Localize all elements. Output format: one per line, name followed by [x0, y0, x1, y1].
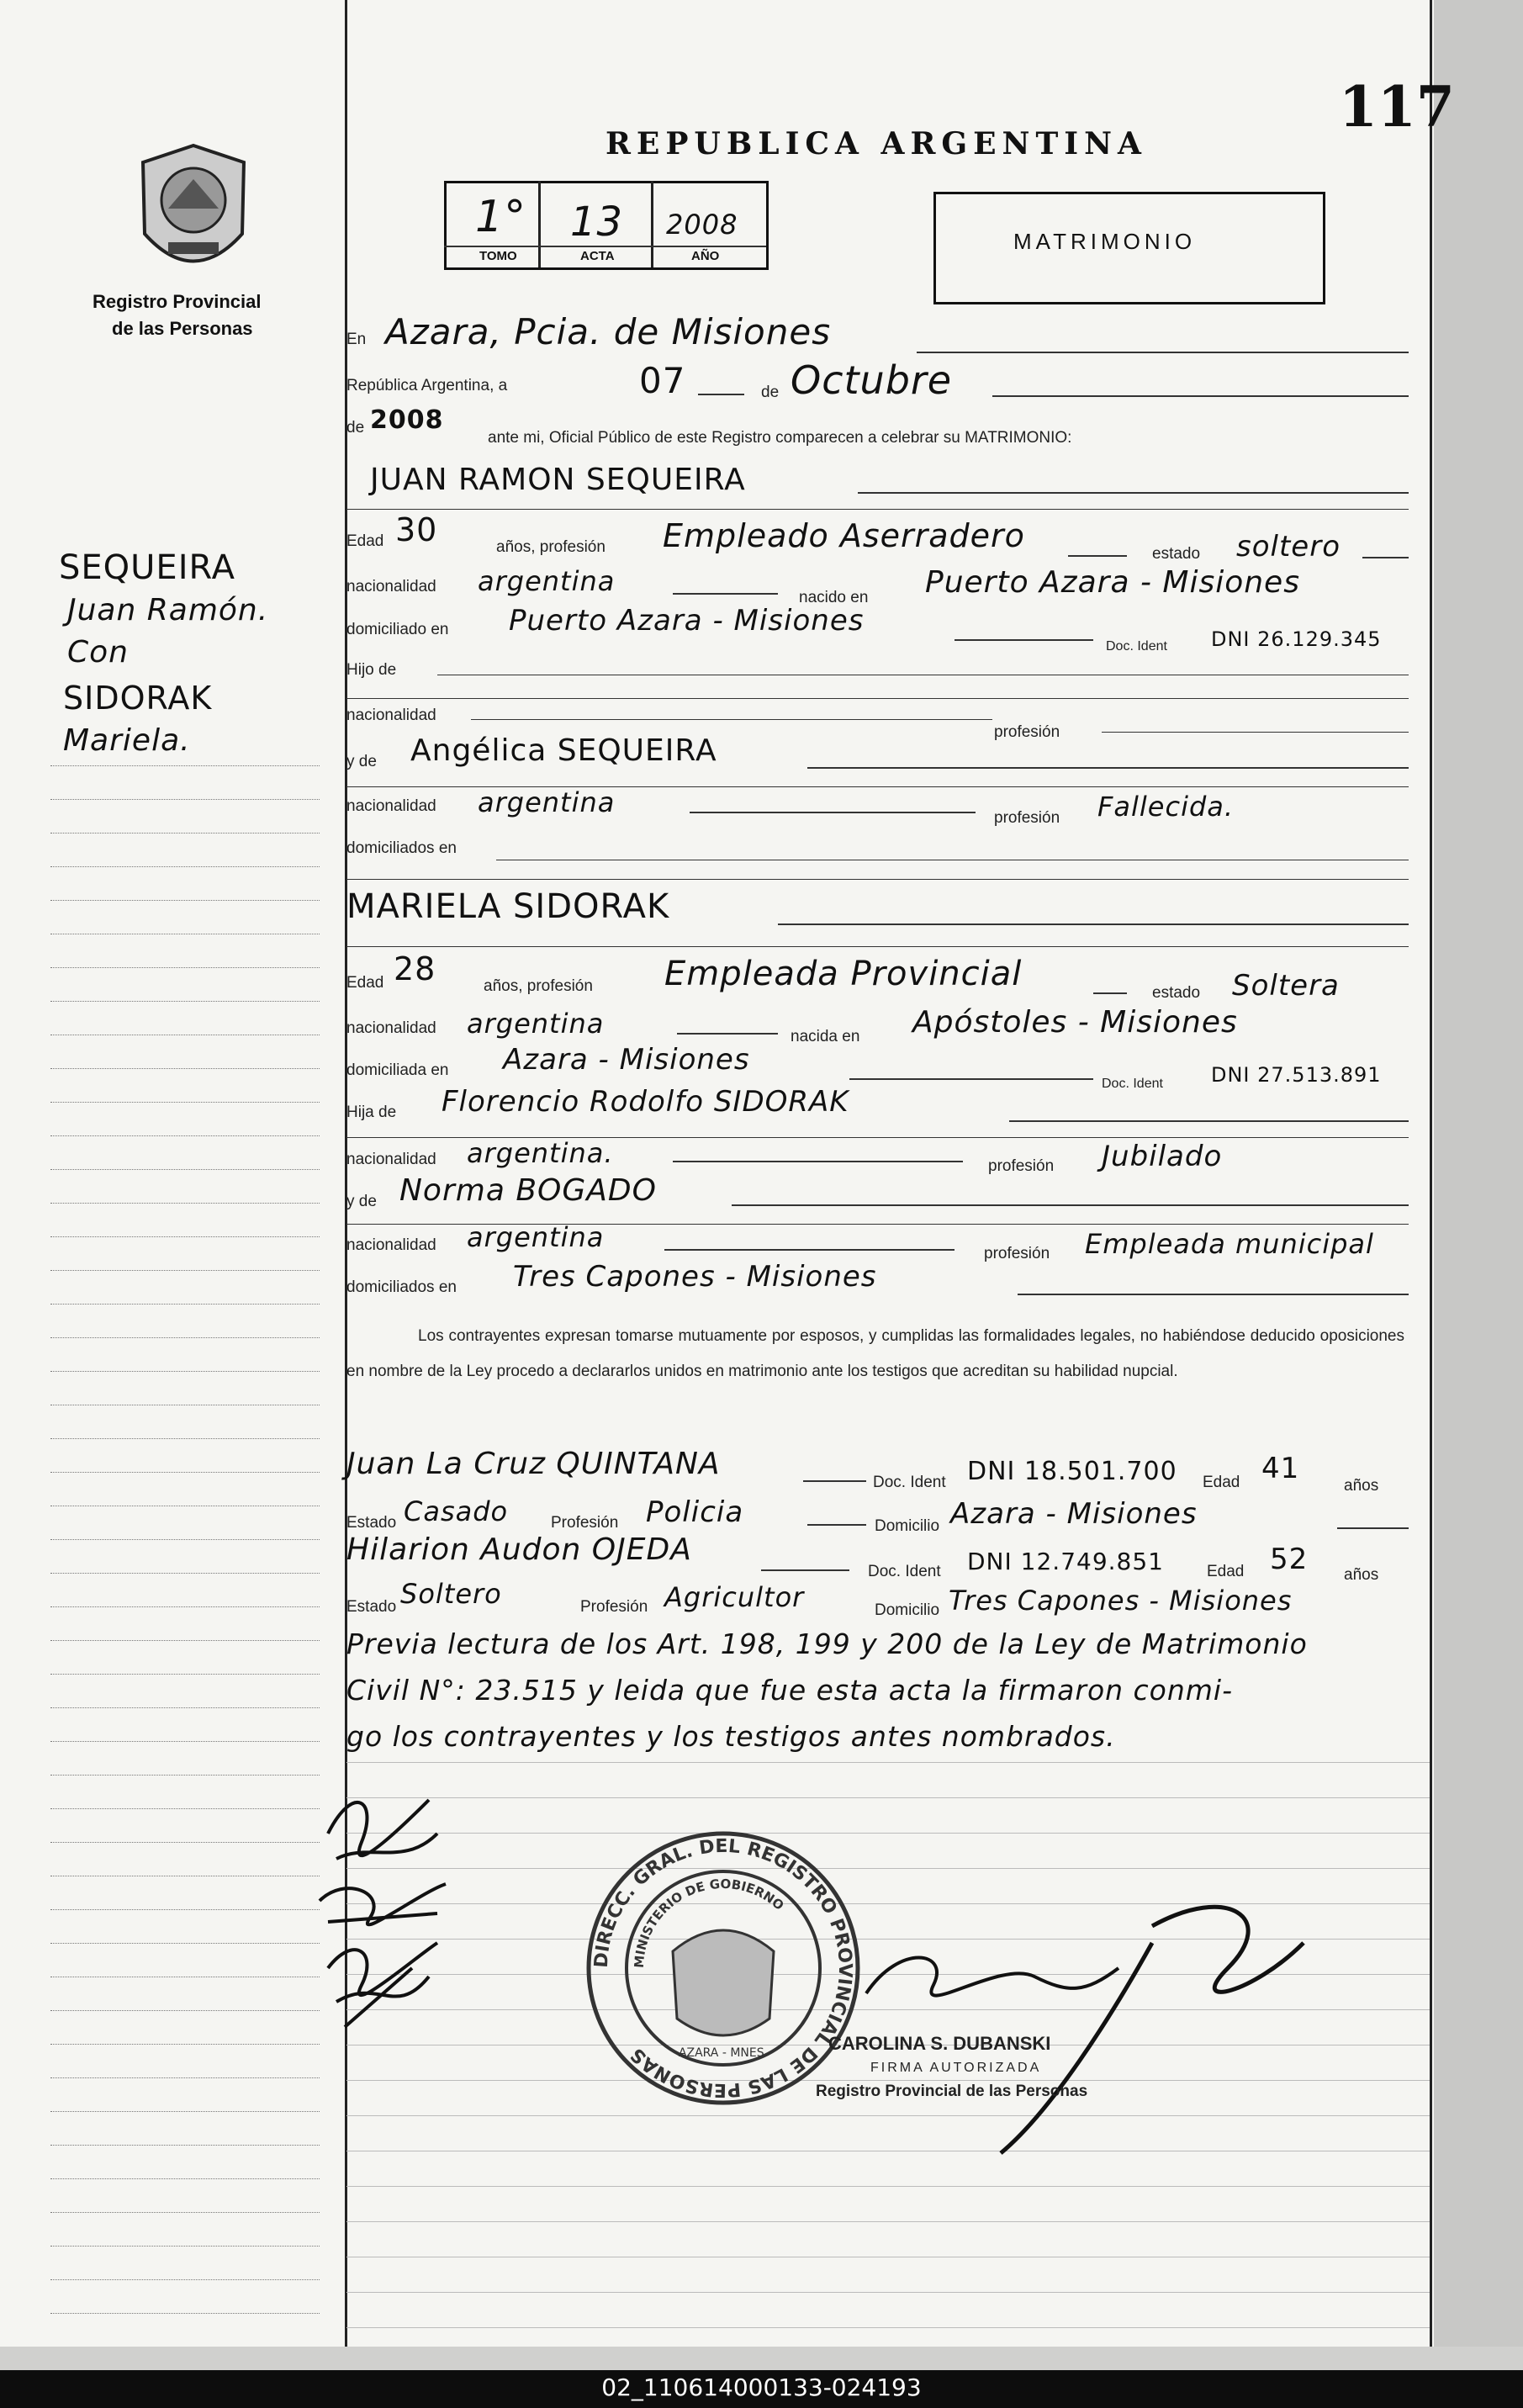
bride-nac-line — [677, 1033, 778, 1035]
margin-dotted-line — [50, 1337, 320, 1338]
groom-nationality: argentina — [478, 565, 616, 597]
groom-nac3-label: nacionalidad — [346, 797, 436, 815]
groom-mother-profession: Fallecida. — [1097, 791, 1235, 823]
bride-status: Soltera — [1232, 969, 1340, 1003]
right-edge-rule — [1430, 0, 1432, 2347]
margin-note-line5: Mariela. — [63, 723, 191, 758]
witness2-profession: Agricultor — [664, 1581, 805, 1613]
margin-dotted-line — [50, 1068, 320, 1069]
witness2-domicile: Tres Capones - Misiones — [949, 1585, 1293, 1617]
witness2-dom-label: Domicilio — [875, 1601, 940, 1619]
stamp-text: DIRECC. GRAL. DEL REGISTRO PROVINCIAL DE LAS PERSONAS — [590, 1835, 856, 2101]
ruled-line — [346, 1762, 1430, 1763]
margin-dotted-line — [50, 1775, 320, 1776]
ano-label: AÑO — [691, 249, 720, 263]
year-de-label: de — [346, 419, 365, 437]
groom-prof-label: profesión — [994, 723, 1060, 741]
groom-status-line — [1362, 557, 1409, 558]
witness1-dom-label: Domicilio — [875, 1517, 940, 1535]
official-title: FIRMA AUTORIZADA — [870, 2061, 1042, 2075]
tomo-value: 1° — [475, 192, 527, 242]
witness2-doc-label: Doc. Ident — [868, 1563, 941, 1580]
margin-dotted-line — [50, 1371, 320, 1372]
registry-line2: de las Personas — [112, 318, 253, 339]
bride-birthplace: Apóstoles - Misiones — [912, 1005, 1238, 1040]
republica-label: República Argentina, a — [346, 377, 508, 394]
tomo-label: TOMO — [479, 249, 517, 263]
margin-dotted-line — [50, 2212, 320, 2213]
margin-dotted-line — [50, 2313, 320, 2314]
margin-dotted-line — [50, 1943, 320, 1944]
groom-sep-line — [346, 509, 1409, 510]
margin-dotted-line — [50, 2077, 320, 2078]
witness1-doc: DNI 18.501.700 — [967, 1457, 1177, 1486]
bride-name-line — [778, 924, 1409, 925]
witness-signatures-icon — [311, 1766, 463, 2044]
groom-name-line — [858, 492, 1409, 494]
ano-value: 2008 — [666, 209, 738, 241]
margin-dotted-line — [50, 1842, 320, 1843]
groom-edad-label: Edad — [346, 532, 384, 550]
margin-dotted-line — [50, 1169, 320, 1170]
bride-nac3-label: nacionalidad — [346, 1236, 436, 1254]
witness2-name: Hilarion Audon OJEDA — [346, 1532, 692, 1567]
bride-mother-line — [732, 1204, 1409, 1206]
margin-dotted-line — [50, 1606, 320, 1607]
closing-line2: Civil N°: 23.515 y leida que fue esta acta la firmaron conmi- — [346, 1674, 1234, 1707]
ante-text: ante mi, Oficial Público de este Registro comparecen a celebrar su MATRIMONIO: — [488, 429, 1072, 447]
groom-mother: Angélica SEQUEIRA — [410, 733, 717, 768]
margin-dotted-line — [50, 1438, 320, 1439]
witness2-doc: DNI 12.749.851 — [967, 1548, 1164, 1575]
official-stamp-icon — [580, 1825, 866, 2111]
margin-note-line3: Con — [67, 635, 129, 669]
bride-father-line — [1009, 1120, 1409, 1122]
witness1-name-line — [803, 1480, 866, 1482]
tomo-divider — [538, 181, 541, 267]
margin-dotted-line — [50, 2145, 320, 2146]
record-type: MATRIMONIO — [1013, 229, 1197, 254]
bride-prof2-label: profesión — [984, 1245, 1050, 1262]
de-label: de — [761, 384, 780, 401]
groom-hijo-line2 — [346, 698, 1409, 699]
margin-dotted-line — [50, 833, 320, 834]
witness2-name-line — [761, 1569, 849, 1571]
bride-name: MARIELA SIDORAK — [346, 887, 670, 926]
margin-dotted-line — [50, 1304, 320, 1305]
groom-nacido-label: nacido en — [799, 589, 869, 606]
margin-dotted-line — [50, 1236, 320, 1237]
ruled-line — [346, 2327, 1430, 2328]
acta-label: ACTA — [580, 249, 615, 263]
margin-dotted-line — [50, 1707, 320, 1708]
groom-yde-label: y de — [346, 753, 377, 770]
bride-prof-line — [1093, 992, 1127, 994]
ruled-line — [346, 1868, 1430, 1869]
place-value: Azara, Pcia. de Misiones — [385, 311, 832, 352]
groom-mother-nationality: argentina — [478, 786, 616, 818]
witness1-prof-label: Profesión — [551, 1514, 619, 1532]
witness1-estado-label: Estado — [346, 1514, 397, 1532]
witness2-status: Soltero — [400, 1578, 502, 1610]
ruled-line — [346, 2221, 1430, 2222]
bride-doms-label: domiciliados en — [346, 1278, 457, 1296]
ruled-line — [346, 1833, 1430, 1834]
groom-nac-label: nacionalidad — [346, 578, 436, 595]
acta-value: 13 — [570, 198, 624, 246]
declaration-text: Los contrayentes expresan tomarse mutuamente por esposos, y cumplidas las formalidades legales, no habiéndose deducido oposiciones en nombre de la Ley procedo a declararlos unidos en matrimonio ante los testigos que acreditan su habilidad nupcial. — [346, 1327, 1404, 1380]
day-line — [698, 394, 744, 395]
witness1-age: 41 — [1261, 1452, 1300, 1485]
bride-domicile: Azara - Misiones — [503, 1043, 750, 1077]
groom-mother-line — [807, 767, 1409, 769]
groom-anos-label: años, profesión — [496, 538, 605, 556]
bride-parents-domicile: Tres Capones - Misiones — [513, 1260, 877, 1294]
bride-nac2-label: nacionalidad — [346, 1151, 436, 1168]
official-name: CAROLINA S. DUBANSKI — [828, 2033, 1051, 2054]
groom-domicile: Puerto Azara - Misiones — [509, 604, 865, 638]
right-background — [1434, 0, 1523, 2347]
bride-father-nationality: argentina. — [467, 1137, 614, 1169]
groom-birthplace: Puerto Azara - Misiones — [925, 565, 1300, 600]
closing-line1: Previa lectura de los Art. 198, 199 y 200 de la Ley de Matrimonio — [346, 1627, 1308, 1660]
witness1-edad-label: Edad — [1203, 1474, 1240, 1491]
margin-dotted-line — [50, 900, 320, 901]
bride-doms-line — [1018, 1294, 1409, 1295]
bride-father-profession: Jubilado — [1102, 1140, 1223, 1173]
bride-mother-nationality: argentina — [467, 1221, 605, 1253]
witness2-age: 52 — [1270, 1543, 1309, 1576]
bride-dom-line — [849, 1078, 1093, 1080]
groom-nac2-line — [471, 719, 992, 720]
margin-dotted-line — [50, 1909, 320, 1910]
bride-estado-label: estado — [1152, 984, 1201, 1002]
margin-dotted-line — [50, 967, 320, 968]
ruled-line — [346, 1797, 1430, 1798]
bride-doc-label: Doc. Ident — [1102, 1077, 1163, 1091]
margin-dotted-line — [50, 2111, 320, 2112]
bride-nationality: argentina — [467, 1008, 605, 1040]
country-title: REPUBLICA ARGENTINA — [605, 126, 1147, 161]
margin-dotted-line — [50, 1539, 320, 1540]
margin-dotted-line — [50, 1573, 320, 1574]
margin-dotted-line — [50, 1808, 320, 1809]
margin-dotted-line — [50, 1674, 320, 1675]
margin-dotted-line — [50, 1270, 320, 1271]
bride-profession: Empleada Provincial — [664, 955, 1023, 993]
margin-dotted-line — [50, 1640, 320, 1641]
groom-doc-label: Doc. Ident — [1106, 639, 1167, 654]
margin-dotted-line — [50, 765, 320, 766]
margin-dotted-line — [50, 799, 320, 800]
groom-doc: DNI 26.129.345 — [1211, 627, 1382, 651]
margin-dotted-line — [50, 2044, 320, 2045]
margin-dotted-line — [50, 2246, 320, 2247]
bride-nac3-line — [664, 1249, 955, 1251]
witness1-doc-label: Doc. Ident — [873, 1474, 946, 1491]
bride-doc: DNI 27.513.891 — [1211, 1063, 1382, 1087]
place-line — [917, 352, 1409, 353]
bride-nac-label: nacionalidad — [346, 1019, 436, 1037]
groom-profession: Empleado Aserradero — [663, 517, 1025, 554]
witness2-edad-label: Edad — [1207, 1563, 1245, 1580]
bride-anos-label: años, profesión — [484, 977, 593, 995]
witness1-name: Juan La Cruz QUINTANA — [346, 1447, 721, 1481]
bride-yde-label: y de — [346, 1193, 377, 1210]
witness1-dom-line — [1337, 1527, 1409, 1529]
bride-nac2-line — [673, 1161, 963, 1162]
groom-prof2-line — [1102, 732, 1409, 733]
groom-hijo-label: Hijo de — [346, 661, 397, 679]
official-office: Registro Provincial de las Personas — [816, 2083, 1088, 2100]
page-number: 117 — [1339, 74, 1455, 140]
margin-note-line2: Juan Ramón. — [67, 593, 269, 627]
coat-of-arms-icon — [135, 141, 252, 288]
witness1-prof-line — [807, 1524, 866, 1526]
bride-mother-profession: Empleada municipal — [1085, 1228, 1374, 1260]
margin-dotted-line — [50, 1102, 320, 1103]
margin-dotted-line — [50, 1135, 320, 1136]
groom-estado-label: estado — [1152, 545, 1201, 563]
tomo-label-line — [444, 246, 766, 247]
acta-divider — [651, 181, 653, 267]
groom-nac2-label: nacionalidad — [346, 707, 436, 724]
groom-prof-line — [1068, 555, 1127, 557]
margin-dotted-line — [50, 2010, 320, 2011]
month-line — [992, 395, 1409, 397]
day-value: 07 — [639, 360, 686, 401]
bride-age: 28 — [394, 950, 436, 987]
stamp-bottom-text: AZARA - MNES. — [678, 2046, 769, 2060]
groom-dom-line — [955, 639, 1093, 641]
margin-dotted-line — [50, 2178, 320, 2179]
margin-dotted-line — [50, 866, 320, 867]
bride-father: Florencio Rodolfo SIDORAK — [442, 1085, 849, 1119]
bride-sep-line — [346, 946, 1409, 947]
bride-dom-label: domiciliada en — [346, 1061, 449, 1079]
month-value: Octubre — [791, 357, 953, 403]
margin-note-line1: SEQUEIRA — [59, 548, 236, 587]
stamp-inner-text: MINISTERIO DE GOBIERNO — [631, 1876, 787, 1969]
registry-line1: Registro Provincial — [93, 291, 262, 312]
witness2-anos-label: años — [1344, 1566, 1379, 1584]
margin-dotted-line — [50, 1001, 320, 1002]
groom-nac3-line — [690, 812, 976, 813]
margin-note-line4: SIDORAK — [63, 680, 213, 717]
margin-dotted-line — [50, 1203, 320, 1204]
margin-dotted-line — [50, 1741, 320, 1742]
groom-age: 30 — [395, 511, 438, 548]
groom-doms-label: domiciliados en — [346, 839, 457, 857]
bride-prof-label: profesión — [988, 1157, 1055, 1175]
ruled-line — [346, 2186, 1430, 2187]
footer-caption: 02_110614000133-024193 — [601, 2374, 922, 2401]
bride-edad-label: Edad — [346, 974, 384, 992]
groom-status: soltero — [1236, 530, 1341, 564]
witness1-domicile: Azara - Misiones — [950, 1497, 1198, 1531]
bride-mother: Norma BOGADO — [399, 1173, 657, 1208]
witness1-status: Casado — [404, 1495, 509, 1527]
groom-dom-label: domiciliado en — [346, 621, 449, 638]
witness1-anos-label: años — [1344, 1477, 1379, 1495]
official-signature-icon — [833, 1892, 1379, 2162]
year-value: 2008 — [370, 405, 444, 435]
closing-line3: go los contrayentes y los testigos antes nombrados. — [346, 1720, 1116, 1753]
groom-prof2-label: profesión — [994, 809, 1060, 827]
witness2-prof-label: Profesión — [580, 1598, 648, 1616]
margin-dotted-line — [50, 2279, 320, 2280]
bride-nacida-label: nacida en — [791, 1028, 860, 1045]
witness1-profession: Policia — [646, 1495, 744, 1529]
en-label: En — [346, 331, 367, 348]
witness2-estado-label: Estado — [346, 1598, 397, 1616]
groom-nac-line — [673, 593, 778, 595]
ruled-line — [346, 2292, 1430, 2293]
bride-hija-label: Hija de — [346, 1103, 397, 1121]
margin-dotted-line — [50, 1472, 320, 1473]
groom-name: JUAN RAMON SEQUEIRA — [370, 463, 746, 497]
groom-doms-line2 — [346, 879, 1409, 880]
